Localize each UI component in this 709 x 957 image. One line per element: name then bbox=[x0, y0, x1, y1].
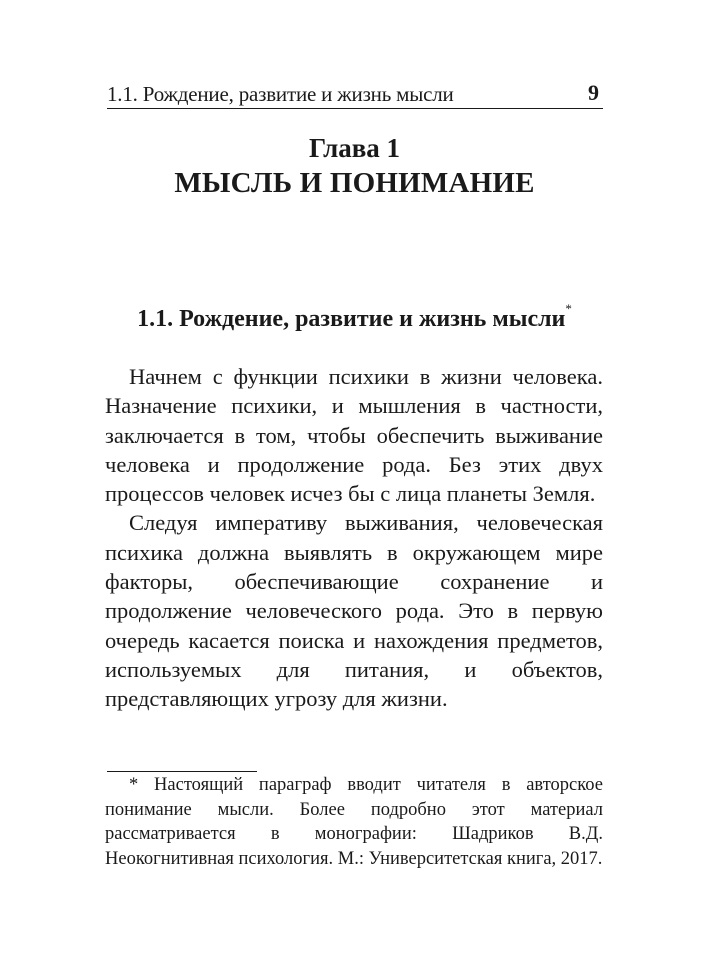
body-text bbox=[105, 362, 603, 714]
paragraph: Следуя императиву выживания, человеческая психика должна выявлять в окружающем мире факторы, обеспечивающие сохранение и продолжение человеческого рода. Это в первую очередь касается поиска и нахождения предметов, используемых для питания, и объектов, представляющих угрозу для жизни. bbox=[105, 510, 603, 712]
chapter-title: МЫСЛЬ И ПОНИМАНИЕ bbox=[174, 167, 535, 199]
running-header bbox=[107, 80, 603, 109]
section-heading-text: 1.1. Рождение, развитие и жизнь мысли bbox=[137, 306, 566, 332]
running-title: 1.1. Рождение, развитие и жизнь мысли bbox=[107, 82, 454, 106]
footnote-rule bbox=[107, 771, 257, 772]
page-number: 9 bbox=[588, 80, 599, 105]
footnote: * Настоящий параграф вводит читателя в авторское понимание мысли. Более подробно этот материал рассматривается в монографии: Шадриков В.Д. Неокогнитивная психология. М.: Университетская книга, 2017. bbox=[105, 775, 603, 869]
section-heading bbox=[0, 301, 709, 333]
chapter-label: Глава 1 bbox=[308, 133, 401, 163]
paragraph: Начнем с функции психики в жизни человека. Назначение психики, и мышления в частности, заключается в том, чтобы обеспечить выживание человека и продолжение рода. Без этих двух процессов человек исчез бы с лица планеты Земля. bbox=[105, 364, 603, 507]
footnote-marker: * bbox=[565, 301, 572, 316]
